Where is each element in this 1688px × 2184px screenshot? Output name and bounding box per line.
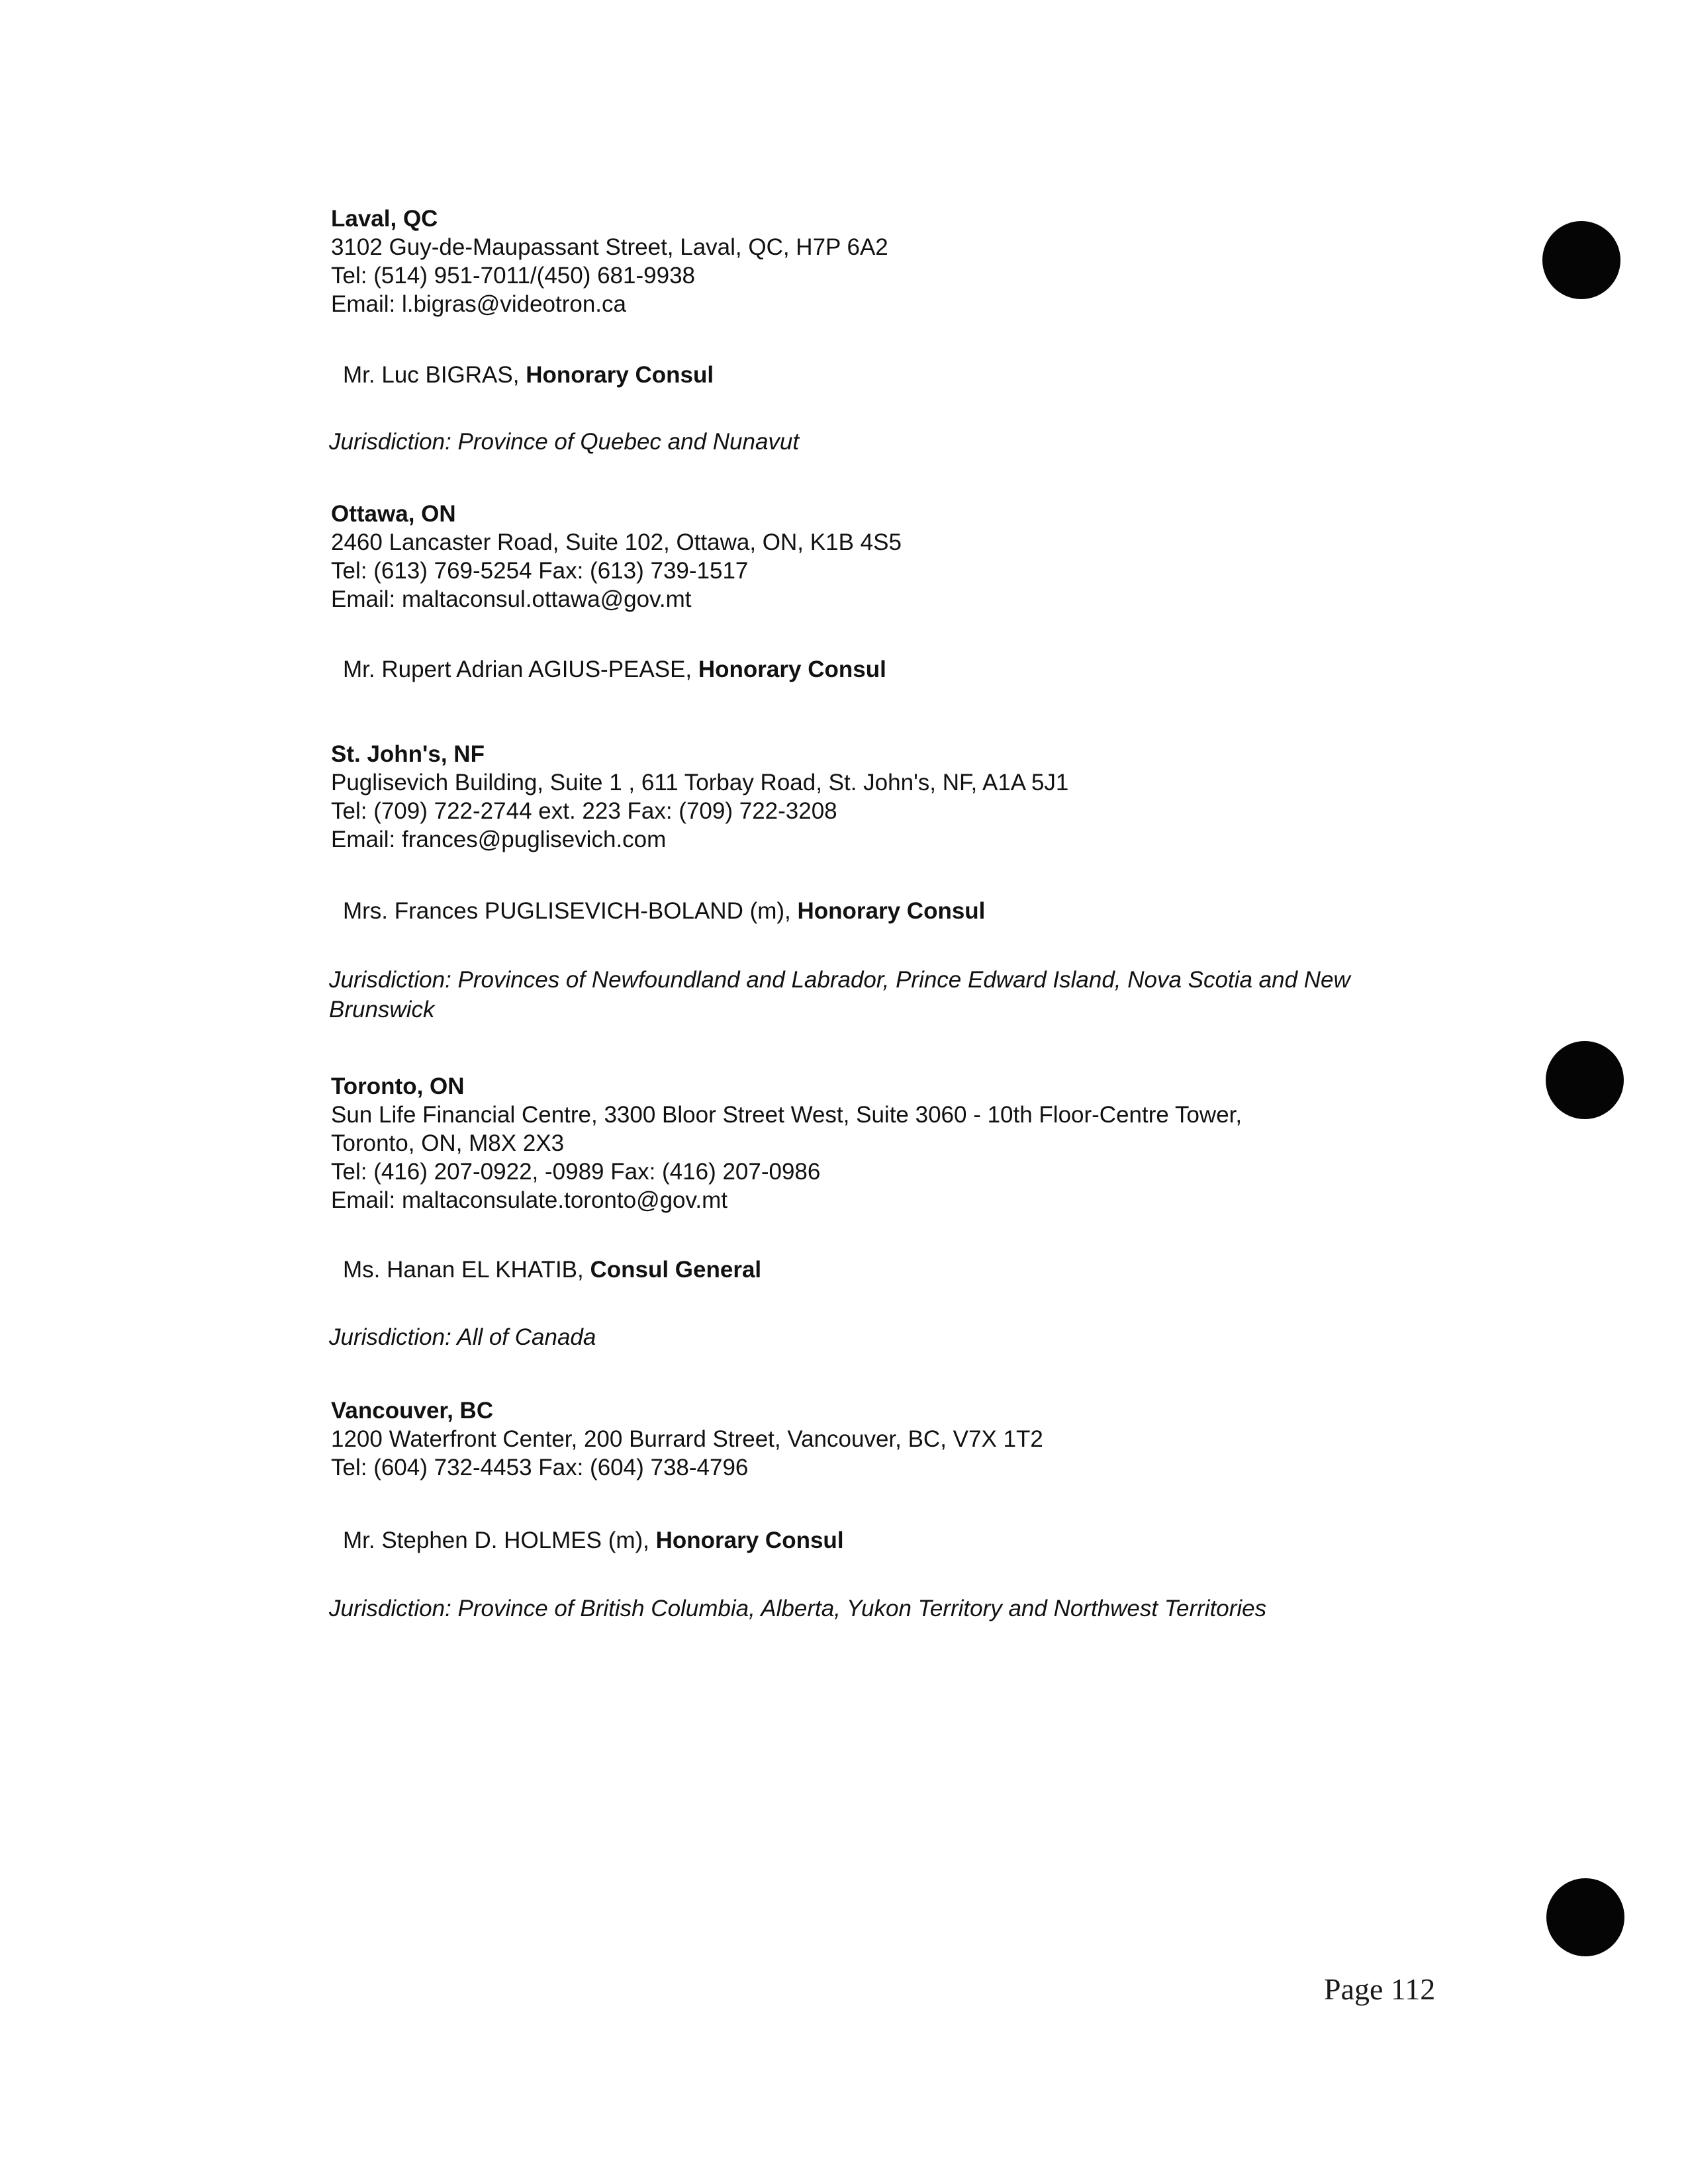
punch-hole-middle (1546, 1041, 1624, 1119)
consul-title: Consul General (590, 1257, 762, 1283)
email-line: Email: maltaconsulate.toronto@gov.mt (331, 1187, 728, 1213)
entry-st-johns (331, 740, 1390, 854)
phone-line: Tel: (514) 951-7011/(450) 681-9938 (331, 263, 696, 289)
punch-hole-top (1542, 221, 1620, 299)
city-heading: St. John's, NF (331, 741, 485, 767)
jurisdiction-vancouver: Jurisdiction: Province of British Columbia, Alberta, Yukon Territory and Northwest Territories (329, 1596, 1267, 1621)
city-heading: Laval, QC (331, 206, 438, 232)
address-line: 2460 Lancaster Road, Suite 102, Ottawa, ON, K1B 4S5 (331, 529, 902, 555)
address-line: Sun Life Financial Centre, 3300 Bloor Street West, Suite 3060 - 10th Floor-Centre Tower, (331, 1102, 1243, 1128)
entry-toronto (331, 1072, 1390, 1214)
consul-name: Mr. Rupert Adrian AGIUS-PEASE, (343, 657, 698, 682)
consul-line-ottawa (343, 655, 886, 684)
consul-name: Ms. Hanan EL KHATIB, (343, 1257, 590, 1283)
consul-line-laval (343, 361, 714, 389)
consul-name: Mr. Stephen D. HOLMES (m), (343, 1527, 656, 1553)
city-heading: Vancouver, BC (331, 1398, 494, 1424)
entry-ottawa (331, 500, 1390, 614)
address-line: 3102 Guy-de-Maupassant Street, Laval, QC, H7P 6A2 (331, 234, 888, 260)
consul-line-vancouver (343, 1526, 844, 1555)
consul-title: Honorary Consul (526, 362, 714, 388)
consul-name: Mrs. Frances PUGLISEVICH-BOLAND (m), (343, 898, 798, 924)
consul-title: Honorary Consul (655, 1527, 844, 1553)
consul-title: Honorary Consul (797, 898, 986, 924)
page-number: Page 112 (1324, 1972, 1436, 2006)
jurisdiction-toronto: Jurisdiction: All of Canada (329, 1324, 596, 1350)
consul-line-toronto (343, 1255, 761, 1284)
phone-line: Tel: (709) 722-2744 ext. 223 Fax: (709) 722-3208 (331, 798, 837, 824)
consul-line-st-johns (343, 897, 985, 925)
email-line: Email: frances@puglisevich.com (331, 827, 667, 852)
email-line: Email: l.bigras@videotron.ca (331, 291, 626, 317)
consul-name: Mr. Luc BIGRAS, (343, 362, 526, 388)
entry-vancouver (331, 1396, 1390, 1482)
entry-laval (331, 205, 1390, 318)
address-line: Puglisevich Building, Suite 1 , 611 Torbay Road, St. John's, NF, A1A 5J1 (331, 770, 1069, 796)
phone-line: Tel: (604) 732-4453 Fax: (604) 738-4796 (331, 1455, 749, 1480)
address-line: Toronto, ON, M8X 2X3 (331, 1130, 565, 1156)
city-heading: Toronto, ON (331, 1073, 465, 1099)
city-heading: Ottawa, ON (331, 501, 456, 527)
jurisdiction-laval: Jurisdiction: Province of Quebec and Nunavut (329, 429, 800, 455)
phone-line: Tel: (613) 769-5254 Fax: (613) 739-1517 (331, 558, 749, 584)
jurisdiction-st-johns: Jurisdiction: Provinces of Newfoundland and Labrador, Prince Edward Island, Nova Scotia and New Brunswick (329, 967, 1350, 1023)
punch-hole-bottom (1546, 1878, 1624, 1956)
address-line: 1200 Waterfront Center, 200 Burrard Street, Vancouver, BC, V7X 1T2 (331, 1426, 1043, 1452)
email-line: Email: maltaconsul.ottawa@gov.mt (331, 586, 692, 612)
consul-title: Honorary Consul (698, 657, 886, 682)
phone-line: Tel: (416) 207-0922, -0989 Fax: (416) 207-0986 (331, 1159, 821, 1185)
